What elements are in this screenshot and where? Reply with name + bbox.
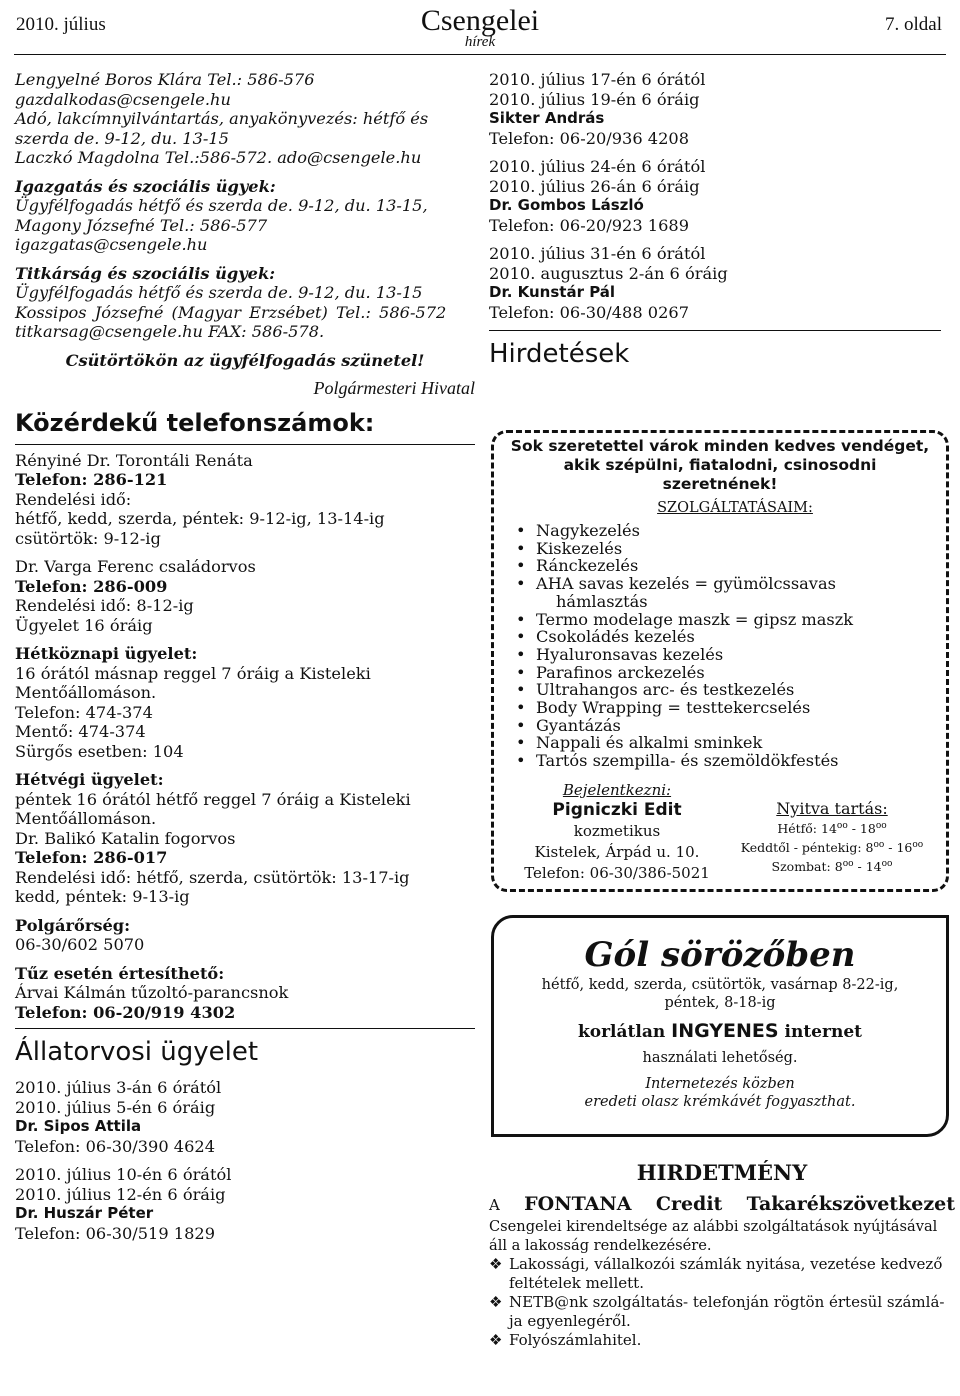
- vet-phone: Telefon: 06-30/488 0267: [489, 302, 689, 322]
- dentist-phone: Telefon: 286-017: [15, 848, 168, 867]
- bank-word: FONTANA: [524, 1193, 632, 1215]
- bank-word: A: [489, 1196, 500, 1214]
- item-text: Lakossági, vállalkozói számlák nyitása, vezetése kedvező: [509, 1255, 943, 1273]
- vet-phone: Telefon: 06-20/936 4208: [489, 128, 689, 148]
- office-line: szerda de. 9-12, du. 13-15: [15, 128, 229, 148]
- hours-line: hétfő, kedd, szerda, péntek: 9-12-ig, 13-14-ig: [15, 509, 385, 528]
- bank-word: Takarékszövetkezet: [746, 1193, 955, 1215]
- notice-title: HIRDETMÉNY: [636, 1160, 808, 1185]
- vet-title: Állatorvosi ügyelet: [15, 1037, 259, 1067]
- item-text: NETB@nk szolgáltatás- telefonján rögtön értesül számlá-: [509, 1293, 945, 1311]
- vet-name: Sikter András: [489, 109, 605, 127]
- ads-title: Hirdetések: [489, 339, 630, 369]
- coffee-line: Internetezés közben: [645, 1076, 795, 1092]
- vet-shift: [15, 1165, 475, 1243]
- cosmetician-address: Kistelek, Árpád u. 10.: [534, 843, 700, 861]
- services-list: [494, 522, 946, 770]
- doctor-phone: Telefon: 286-009: [15, 576, 168, 596]
- pub-hours: hétfő, kedd, szerda, csütörtök, vasárnap 8-22-ig,: [541, 977, 899, 993]
- section-title-titkarsag: Titkárság és szociális ügyek:: [15, 263, 276, 283]
- vet-from: 2010. július 3-án 6 órától: [15, 1078, 222, 1097]
- hours-line: csütörtök: 9-12-ig: [15, 528, 161, 548]
- hours-day: Hétfő: 14: [777, 821, 837, 837]
- list-item: • Body Wrapping = testtekercselés: [536, 699, 946, 717]
- list-item: [489, 1293, 955, 1331]
- diamond-icon: ❖: [489, 1293, 503, 1311]
- list-item: • Kiskezelés: [536, 540, 946, 558]
- fire-contact: Árvai Kálmán tűzoltó-parancsnok: [15, 983, 289, 1002]
- services-title: SZOLGÁLTATÁSAIM:: [657, 500, 813, 516]
- list-item: [489, 1331, 955, 1350]
- pub-ad: [491, 915, 949, 1137]
- vet-name: Dr. Sipos Attila: [15, 1117, 142, 1135]
- notice-text: áll a lakosság rendelkezésére.: [489, 1237, 712, 1254]
- hours-sup: oo: [873, 840, 885, 851]
- duty-line: Mentőállomáson.: [15, 683, 157, 702]
- divider: [15, 1028, 475, 1029]
- office-email: gazdalkodas@csengele.hu: [15, 89, 231, 109]
- police-title: Polgárőrség:: [15, 915, 131, 935]
- right-column: [489, 70, 951, 371]
- ad-headline: akik szépülni, fiatalodni, csinosodni: [563, 456, 877, 474]
- duty-line: péntek 16 órától hétfő reggel 7 óráig a Kisteleki: [15, 789, 411, 809]
- ad-headline: Sok szeretettel várok minden kedves vendéget,: [510, 437, 930, 455]
- duty-line: 16 órától másnap reggel 7 óráig a Kisteleki: [15, 663, 371, 683]
- phones-title: Közérdekű telefonszámok:: [15, 408, 375, 437]
- newspaper-subtitle: hírek: [464, 34, 496, 50]
- office-line: Magony Józsefné Tel.: 586-577: [15, 215, 268, 235]
- pub-hours: péntek, 8-18-ig: [664, 995, 776, 1011]
- coffee-line: eredeti olasz krémkávét fogyaszthat.: [584, 1094, 856, 1110]
- item-text: feltételek mellett.: [509, 1274, 644, 1292]
- hours-sup: oo: [881, 859, 893, 870]
- list-item: • Gyantázás: [536, 717, 946, 735]
- list-item: [489, 1255, 955, 1293]
- cosmetician-name: Pigniczki Edit: [552, 800, 682, 820]
- phone-list: [15, 451, 475, 1023]
- ambulance-phone: Mentő: 474-374: [15, 722, 146, 741]
- cosmetician-phone: Telefon: 06-30/386-5021: [524, 864, 710, 882]
- list-item-cont: hámlasztás: [556, 591, 648, 611]
- opening-title: Nyitva tartás:: [776, 799, 888, 818]
- closed-notice: Csütörtökön az ügyfélfogadás szünetel!: [65, 350, 425, 370]
- hours-label: Rendelési idő:: [15, 489, 132, 509]
- internet-free: INGYENES: [671, 1020, 779, 1042]
- fire-phone: Telefon: 06-20/919 4302: [15, 1002, 236, 1022]
- office-info: [15, 70, 475, 399]
- signature: Polgármesteri Hivatal: [313, 378, 475, 398]
- list-item: • Hyaluronsavas kezelés: [536, 646, 946, 664]
- diamond-icon: ❖: [489, 1331, 503, 1349]
- list-item: • Nappali és alkalmi sminkek: [536, 734, 946, 752]
- pub-title: Gól sörözőben: [584, 935, 856, 975]
- vet-name: Dr. Huszár Péter: [15, 1204, 154, 1222]
- office-line: Ügyfélfogadás hétfő és szerda de. 9-12, du. 13-15,: [15, 196, 428, 215]
- dentist-name: Dr. Balikó Katalin fogorvos: [15, 828, 236, 848]
- office-email: titkarsag@csengele.hu FAX: 586-578.: [15, 322, 325, 341]
- duty-phone: Telefon: 474-374: [15, 702, 153, 722]
- internet-word: internet: [784, 1022, 862, 1042]
- notice-list: [489, 1255, 955, 1350]
- vet-to: 2010. július 26-án 6 óráig: [489, 176, 700, 196]
- vet-shift: [15, 1078, 475, 1156]
- list-item: • Csokoládés kezelés: [536, 628, 946, 646]
- hours-end: - 16: [884, 840, 913, 856]
- ad-headline: szeretnének!: [662, 475, 778, 493]
- vet-to: 2010. augusztus 2-án 6 óráig: [489, 263, 728, 283]
- office-line: Lengyelné Boros Klára Tel.: 586-576: [15, 70, 315, 89]
- hours-sup: oo: [912, 840, 924, 851]
- hours-sup: oo: [875, 821, 887, 831]
- bank-name: [489, 1192, 955, 1217]
- item-text: Folyószámlahitel.: [509, 1331, 642, 1349]
- vet-phone: Telefon: 06-20/923 1689: [489, 215, 689, 235]
- vet-to: 2010. július 19-én 6 óráig: [489, 89, 700, 109]
- hours-line: kedd, péntek: 9-13-ig: [15, 887, 190, 906]
- list-item: • Ultrahangos arc- és testkezelés: [536, 681, 946, 699]
- vet-shift: [489, 70, 951, 148]
- list-item: • Termo modelage maszk = gipsz maszk: [536, 611, 946, 629]
- duty-line: Mentőállomáson.: [15, 809, 157, 828]
- hours-sup: oo: [836, 821, 848, 831]
- list-item: • Tartós szempilla- és szemöldökfestés: [536, 752, 946, 770]
- newspaper-title: Csengelei: [420, 4, 540, 37]
- list-item: • Parafinos arckezelés: [536, 664, 946, 682]
- internet-word: korlátlan: [577, 1022, 666, 1042]
- opening-hours: [726, 799, 938, 875]
- hours-line: Rendelési idő: hétfő, szerda, csütörtök: 13-17-ig: [15, 867, 410, 887]
- cosmetician-role: kozmetikus: [573, 822, 661, 840]
- hours-line: Ügyelet 16 óráig: [15, 615, 153, 635]
- divider: [15, 444, 475, 445]
- doctor-name: Rényiné Dr. Torontáli Renáta: [15, 450, 253, 470]
- emergency-phone: Sürgős esetben: 104: [15, 741, 184, 761]
- item-text: ja egyenlegéről.: [509, 1312, 631, 1330]
- booking-label: Bejelentkezni:: [562, 781, 672, 799]
- doctor-name: Dr. Varga Ferenc családorvos: [15, 557, 256, 576]
- hours-day: Szombat: 8: [771, 859, 843, 875]
- weekday-duty-title: Hétköznapi ügyelet:: [15, 644, 198, 663]
- vet-to: 2010. július 5-én 6 óráig: [15, 1097, 216, 1117]
- internet-offer: [494, 1018, 946, 1045]
- notice-text: Csengelei kirendeltsége az alábbi szolgáltatások nyújtásával: [489, 1218, 938, 1235]
- vet-phone: Telefon: 06-30/519 1829: [15, 1223, 215, 1243]
- bank-notice: [489, 1160, 955, 1350]
- doctor-phone: Telefon: 286-121: [15, 470, 168, 489]
- vet-name: Dr. Kunstár Pál: [489, 283, 616, 301]
- page-number: 7. oldal: [885, 14, 942, 35]
- vet-shift: [489, 157, 951, 235]
- office-email: igazgatas@csengele.hu: [15, 235, 208, 254]
- fire-title: Tűz esetén értesíthető:: [15, 963, 225, 983]
- list-item: • AHA savas kezelés = gyümölcssavas: [536, 575, 946, 593]
- vet-to: 2010. július 12-én 6 óráig: [15, 1184, 226, 1204]
- diamond-icon: ❖: [489, 1255, 503, 1273]
- divider: [489, 330, 941, 331]
- left-column: [15, 70, 475, 1243]
- hours-day: Keddtől - péntekig: 8: [740, 840, 874, 856]
- weekend-duty-title: Hétvégi ügyelet:: [15, 770, 164, 789]
- police-phone: 06-30/602 5070: [15, 935, 145, 954]
- vet-from: 2010. július 10-én 6 órától: [15, 1165, 232, 1184]
- vet-from: 2010. július 17-én 6 órától: [489, 70, 706, 89]
- vet-from: 2010. július 24-én 6 órától: [489, 157, 706, 176]
- cosmetician-contact: [512, 781, 722, 884]
- vet-from: 2010. július 31-én 6 órától: [489, 244, 706, 263]
- vet-phone: Telefon: 06-30/390 4624: [15, 1136, 215, 1156]
- hours-end: - 14: [853, 859, 882, 875]
- office-line: Adó, lakcímnyilvántartás, anyakönyvezés: hétfő és: [15, 109, 429, 128]
- section-title-igazgatas: Igazgatás és szociális ügyek:: [15, 176, 276, 196]
- vet-name: Dr. Gombos László: [489, 196, 644, 214]
- hours-line: Rendelési idő: 8-12-ig: [15, 596, 194, 615]
- issue-date: 2010. július: [16, 14, 106, 35]
- page-header: [0, 0, 960, 52]
- bank-word: Credit: [655, 1193, 723, 1215]
- office-line: Ügyfélfogadás hétfő és szerda de. 9-12, du. 13-15: [15, 283, 423, 302]
- list-item: • Ránckezelés: [536, 557, 946, 575]
- list-item: • Nagykezelés: [536, 522, 946, 540]
- header-rule: [14, 54, 946, 55]
- internet-use: használati lehetőség.: [642, 1050, 798, 1066]
- vet-shift: [489, 244, 951, 322]
- office-line: Kossipos Józsefné (Magyar Erzsébet) Tel.: 586-572: [15, 302, 447, 322]
- hours-sup: oo: [842, 859, 854, 870]
- hours-end: - 18: [847, 821, 876, 837]
- office-line: Laczkó Magdolna Tel.:586-572. ado@csengele.hu: [15, 148, 422, 167]
- cosmetics-ad: [491, 430, 949, 892]
